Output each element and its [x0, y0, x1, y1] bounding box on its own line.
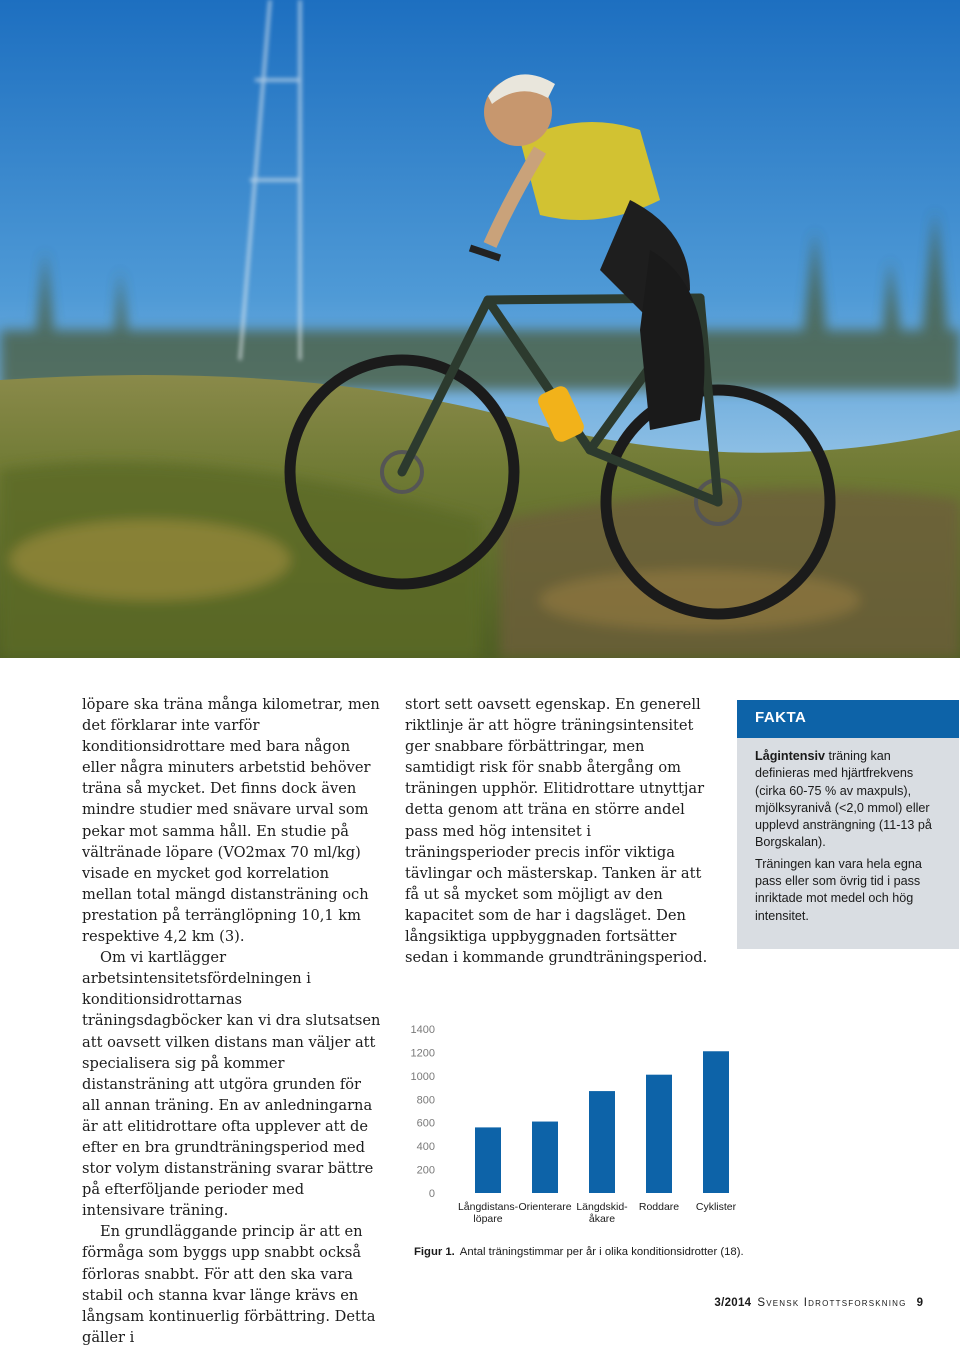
paragraph: stort sett oavsett egenskap. En generell riktlinje är att högre träningsintensitet ger snabbare förbättringar, men samtidigt risk för snabb återgång om träningen upphör. Elitidrottare utnyttjar detta genom att träna en större andel pass med hög intensitet i träningsperioder precis inför viktiga tävlingar och mästerskap. Tanken är att få ut så mycket som möjligt av den kapacitet som de har i dagsläget. Den långsiktiga uppbyggnaden fortsätter sedan i kommande grundträningsperiod. — [405, 696, 708, 967]
category-label: Cyklister — [695, 1201, 737, 1213]
figure-caption — [414, 1246, 744, 1258]
fakta-box — [737, 700, 959, 949]
text-column-left — [82, 694, 382, 1348]
fakta-bold-term: Lågintensiv — [755, 749, 825, 763]
y-tick-label: 400 — [416, 1141, 435, 1154]
y-tick-label: 200 — [416, 1164, 435, 1177]
cyclist-photo — [0, 0, 960, 658]
chart-canvas — [405, 1015, 745, 1230]
category-label: Längdskid- — [576, 1201, 628, 1213]
category-label: löpare — [473, 1213, 503, 1225]
category-label: Långdistans- — [457, 1201, 519, 1213]
y-tick-label: 0 — [428, 1188, 435, 1200]
text-column-middle — [405, 694, 715, 968]
magazine-name: Svensk Idrottsforskning — [757, 1297, 907, 1309]
fakta-paragraph — [755, 748, 947, 852]
mountain-bike-rider-icon — [0, 0, 960, 658]
bar — [589, 1091, 615, 1193]
paragraph: Om vi kartlägger arbetsintensitetsfördelningen i konditionsidrottarnas träningsdagböcker kan vi dra slutsatsen att oavsett vilken distans man väljer att specialisera sig på kommer distansträning att utgöra grunden för all annan träning. En av anledningarna är att elitidrottare ofta upplever att de efter en bra grundträningsperiod med stor volym distansträning svarar bättre på efterföljande perioder med intensivare träning. — [82, 949, 381, 1220]
y-tick-label: 1400 — [410, 1024, 435, 1036]
fakta-title: FAKTA — [737, 700, 959, 738]
bar — [475, 1127, 501, 1193]
category-label: Roddare — [638, 1201, 680, 1213]
issue-number: 3/2014 — [714, 1297, 752, 1309]
bar — [532, 1122, 558, 1193]
fakta-text: träning kan definieras med hjärtfrekvens (cirka 60-75 % av maxpuls), mjölksyranivå (<2,0 mmol) eller upplevd ansträngning (11-13 på Borgskalan). — [755, 749, 932, 850]
y-tick-label: 800 — [416, 1094, 435, 1107]
bar — [703, 1051, 729, 1193]
page-number: 9 — [916, 1297, 924, 1309]
caption-label: Figur 1. — [414, 1246, 455, 1258]
fakta-paragraph: Träningen kan vara hela egna pass eller som övrig tid i pass inriktade mot medel och hög intensitet. — [755, 856, 922, 923]
category-label: åkare — [588, 1213, 616, 1225]
bar — [646, 1075, 672, 1193]
y-tick-label: 1200 — [410, 1047, 435, 1060]
y-tick-label: 1000 — [410, 1070, 435, 1083]
y-tick-label: 600 — [416, 1117, 435, 1130]
bar-chart — [405, 1015, 745, 1230]
page-footer — [714, 1297, 924, 1309]
category-label: Orienterare — [518, 1201, 572, 1213]
paragraph: En grundläggande princip är att en förmåga som byggs upp snabbt också förloras snabbt. För att den ska vara stabil och stanna kvar länge krävs en långsam kontinuerlig förbättring. Detta gäller i — [82, 1223, 376, 1346]
caption-text: Antal träningstimmar per år i olika konditionsidrotter (18). — [459, 1246, 744, 1258]
paragraph: löpare ska träna många kilometrar, men det förklarar inte varför konditionsidrottare med bara någon eller några minuters arbetstid behöver träna så mycket. Det finns dock även mindre studier med snävare urval som pekar mot samma håll. En studie på vältränade löpare (VO2max 70 ml/kg) visade en mycket god korrelation mellan total mängd distansträning och prestation på terränglöpning 10,1 km respektive 4,2 km (3). — [82, 696, 380, 946]
